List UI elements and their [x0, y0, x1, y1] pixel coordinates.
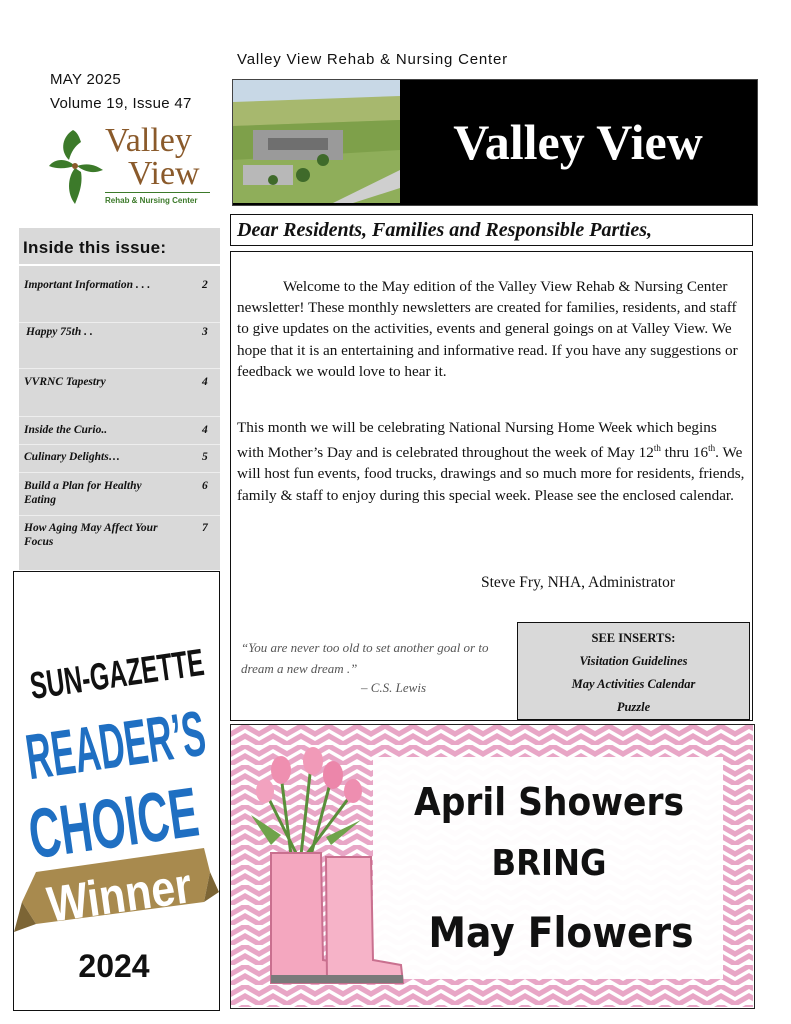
toc-item-page: 4 [202, 424, 208, 436]
p2-sup-1: th [653, 443, 661, 454]
logo-line-2: View [128, 155, 200, 192]
toc-item-page: 4 [202, 376, 208, 388]
flowers-line-1: April Showers [414, 780, 684, 824]
letter-signature: Steve Fry, NHA, Administrator [481, 574, 676, 591]
logo-line-1: Valley [105, 122, 192, 159]
letter-paragraph-1: Welcome to the May edition of the Valley View Rehab & Nursing Center newsletter! These monthly newsletters are created for families, residents, and staff to give updates on the activities, events and general goings on at Valley View. We hope that it is an entertaining and informative read. If you have any suggestions or feedback we would love to hear it. [237, 278, 738, 380]
toc-item-label: How Aging May Affect Your Focus [24, 522, 158, 548]
aerial-photo [233, 80, 400, 203]
readers-choice-award [13, 571, 220, 1011]
letter-greeting: Dear Residents, Families and Responsible Parties, [230, 214, 753, 246]
award-line-2: READER’S [21, 675, 219, 794]
p2-text-b: thru 16 [660, 444, 709, 462]
p2-text-a: This month we will be celebrating National Nursing Home Week which begins with Mother’s Day and is celebrated throughout the week of May 12 [237, 419, 717, 462]
quote-text: “You are never too old to set another goal or to dream a new dream .” [241, 640, 489, 676]
award-graphic [14, 572, 219, 1010]
toc-item-label: Culinary Delights… [24, 451, 121, 463]
toc-item-page: 6 [202, 480, 208, 492]
masthead-title: Valley View [453, 113, 703, 170]
chevron-flower-art [231, 725, 753, 1007]
inserts-title: SEE INSERTS: [591, 631, 676, 645]
award-line-1: SUN-GAZETTE [27, 628, 219, 708]
organization-name: Valley View Rehab & Nursing Center [237, 51, 508, 68]
toc-separator [19, 416, 220, 417]
toc-item-label: Inside the Curio.. [24, 424, 108, 436]
logo-rule [105, 192, 210, 193]
toc-separator [19, 444, 220, 445]
flowers-line-3: May Flowers [428, 908, 694, 957]
leaf-logo-icon [45, 122, 105, 214]
insert-item: Visitation Guidelines [579, 654, 688, 668]
award-line-4: Winner [43, 853, 219, 933]
toc-divider [19, 264, 220, 266]
quote-author: – C.S. Lewis [361, 680, 427, 695]
toc-title: Inside this issue: [23, 238, 167, 257]
toc-item-page: 2 [202, 279, 208, 291]
toc-separator [19, 515, 220, 516]
p2-sup-2: th [708, 443, 716, 454]
insert-item: Puzzle [616, 700, 651, 714]
inside-this-issue-panel [19, 228, 220, 570]
toc-separator [19, 322, 220, 323]
letter-paragraph-2 [237, 417, 745, 506]
toc-item-page: 7 [202, 522, 208, 534]
toc-item-page: 5 [202, 451, 208, 463]
toc-item-label: Build a Plan for Healthy Eating [24, 480, 142, 506]
p2-text-c: . We will host fun events, food trucks, drawings and so much more for residents, friends, family & staff to enjoy during this special week. Please see the enclosed calendar. [237, 444, 745, 504]
logo-subtitle: Rehab & Nursing Center [105, 196, 198, 205]
april-showers-graphic [230, 724, 755, 1009]
welcome-letter [230, 251, 753, 721]
award-year: 2024 [78, 948, 150, 984]
toc-item-label: VVRNC Tapestry [24, 376, 106, 388]
see-inserts-box [517, 622, 750, 720]
toc-separator [19, 472, 220, 473]
toc-separator [19, 368, 220, 369]
toc-item-label: Important Information . . . [24, 279, 151, 291]
flowers-line-2: BRING [491, 843, 607, 884]
toc-item-label: Happy 75th . . [26, 326, 93, 338]
award-line-3: CHOICE [23, 758, 219, 874]
toc-item-page: 3 [202, 326, 208, 338]
issue-volume: Volume 19, Issue 47 [50, 95, 192, 112]
issue-date: MAY 2025 [50, 71, 122, 88]
insert-item: May Activities Calendar [571, 677, 696, 691]
